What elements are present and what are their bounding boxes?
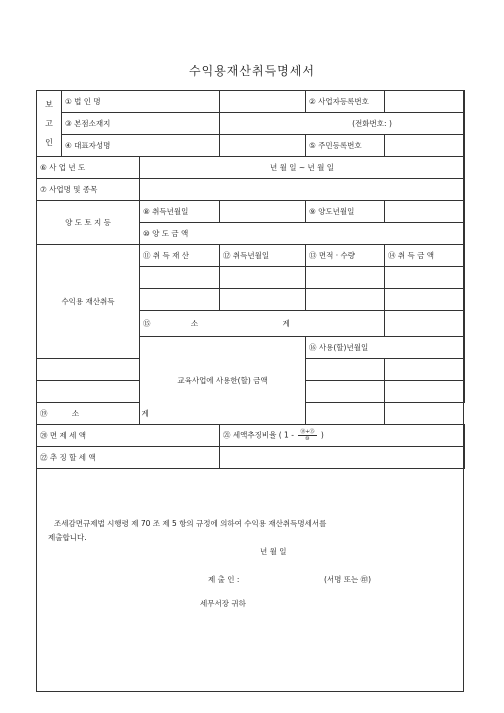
acq-header-date: ⑫ 취득년월일 — [220, 245, 306, 267]
statement-line2: 제출합니다. — [48, 533, 87, 542]
resident-no-label: ⑤ 주민등록번호 — [306, 135, 385, 157]
statement-line1: 조세감면규제법 시행령 제 70 조 제 5 항의 규정에 의하여 수익용 재산취득명세서를 — [54, 519, 327, 528]
acq-header-property: ⑪ 취 득 재 산 — [140, 245, 220, 267]
transfer-amount-label: ⑩ 양 도 금 액 — [140, 223, 465, 245]
exemption-label: ⑳ 면 제 세 액 — [37, 425, 220, 447]
acq-header-area: ⑬ 면적 · 수량 — [306, 245, 385, 267]
submitter-label: 제 출 인 : — [208, 575, 240, 584]
transfer-date-label: ⑨ 양도년월일 — [306, 201, 385, 223]
rep-name-label: ④ 대표자성명 — [62, 135, 220, 157]
rate-fraction: $\frac{\text{⑱+⑮}}{\text{⑩}}$ — [300, 429, 315, 442]
addressee: 세무서장 귀하 — [200, 599, 246, 608]
edu-subtotal-label: ⑲ 소 계 — [37, 403, 220, 425]
sign-label[interactable]: (서명 또는 ㊞) — [324, 575, 372, 584]
item-label: ⑦ 사업명 및 종목 — [37, 179, 140, 201]
hq-address-label: ③ 본점소재지 — [62, 113, 220, 135]
phone-label: (전화번호: ) — [352, 119, 392, 128]
reg-no-label: ② 사업자등록번호 — [306, 91, 385, 113]
form-frame — [36, 90, 464, 692]
acq-header-amount: ⑭ 취 득 금 액 — [385, 245, 465, 267]
biz-year-label: ⑥ 사 업 년 도 — [37, 157, 140, 179]
biz-year-field[interactable]: 년 월 일 ~ 년 월 일 — [140, 157, 465, 179]
edu-header-date: ⑯ 사용(할)년월일 — [306, 337, 465, 359]
form-title: 수익용재산취득명세서 — [189, 64, 315, 78]
collect-tax-label: ㉒ 추 징 할 세 액 — [37, 447, 220, 469]
statement-date[interactable]: 년 월 일 — [260, 547, 287, 556]
acquisition-label: 수익용 재산취득 — [37, 245, 140, 359]
biz-name-label: ① 법 인 명 — [62, 91, 220, 113]
transfer-label: 양 도 토 지 등 — [37, 201, 140, 245]
acq-subtotal-label: ⑮ 소 계 — [140, 311, 385, 337]
education-label: 교육사업에 사용한(할) 금액 — [140, 337, 306, 425]
acquired-date-label: ⑧ 취득년월일 — [140, 201, 220, 223]
reporter-label: 보 고 인 — [37, 91, 62, 157]
collection-rate-label: ㉑ 세액추징비율 ( 1 - $\frac{\text{⑱+⑮}}{\text{⑩}}$ ) — [220, 425, 465, 447]
